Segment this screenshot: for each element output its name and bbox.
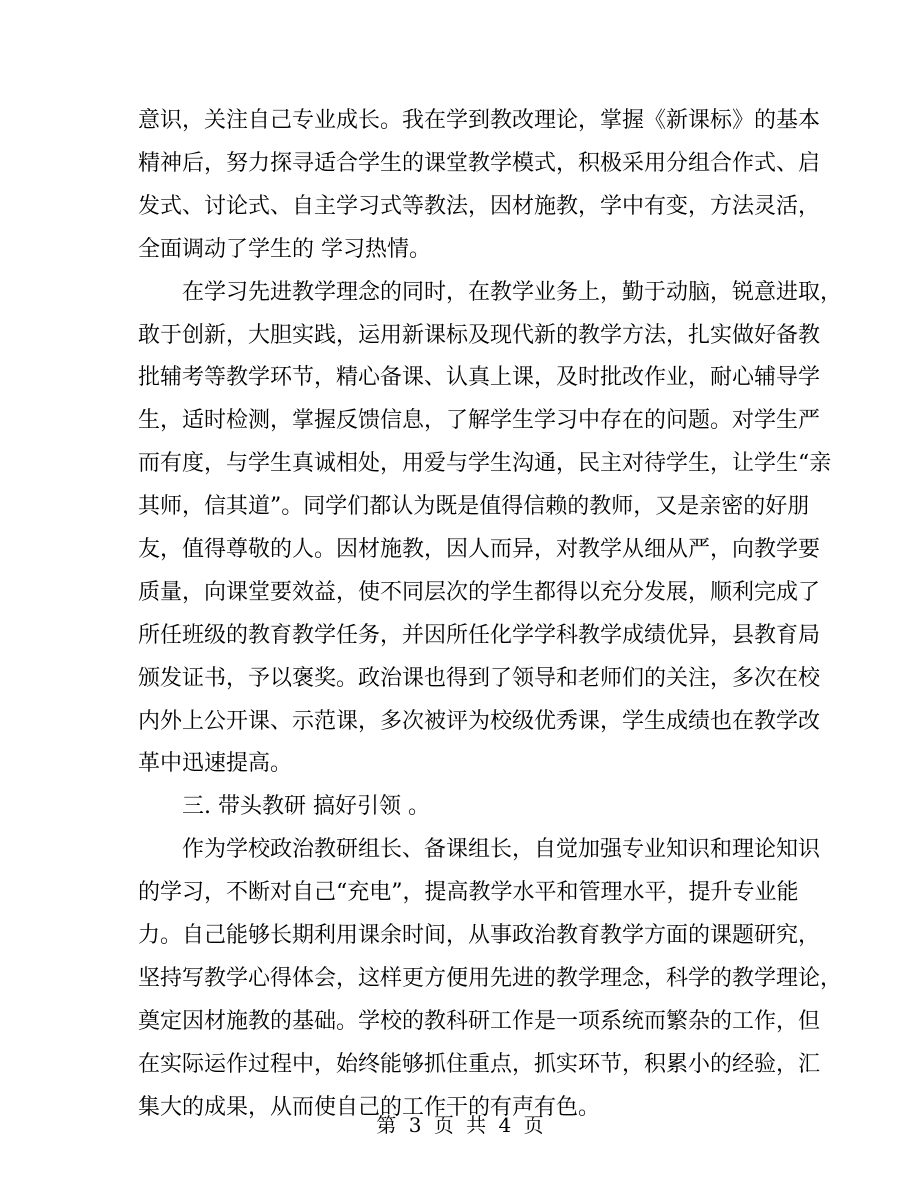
body-text-line: 革中迅速提高。 xyxy=(138,751,293,776)
body-text-line: 坚持写教学心得体会，这样更方便用先进的教学理念，科学的教学理论， xyxy=(138,966,843,991)
body-text-line: 作为学校政治教研组长、备课组长，自觉加强专业知识和理论知识 xyxy=(182,837,821,862)
section-heading: 三. 带头教研 搞好引领 。 xyxy=(182,794,430,819)
body-text-line: 其师，信其道”。同学们都认为既是值得信赖的教师，又是亲密的好朋 xyxy=(138,494,810,519)
body-text-line: 精神后，努力探寻适合学生的课堂教学模式，积极采用分组合作式、启 xyxy=(138,151,821,176)
body-text-line: 发式、讨论式、自主学习式等教法，因材施教，学中有变，方法灵活， xyxy=(138,194,821,219)
body-text-line: 的学习，不断对自己“充电”，提高教学水平和管理水平，提升专业能 xyxy=(138,880,799,905)
body-text-line: 质量，向课堂要效益，使不同层次的学生都得以充分发展，顺利完成了 xyxy=(138,580,821,605)
page-footer: 第 3 页 共 4 页 xyxy=(376,1113,544,1137)
body-text-line: 力。自己能够长期利用课余时间，从事政治教育教学方面的课题研究， xyxy=(138,923,821,948)
body-text-line: 生，适时检测，掌握反馈信息，了解学生学习中存在的问题。对学生严 xyxy=(138,408,821,433)
body-text-line: 内外上公开课、示范课，多次被评为校级优秀课，学生成绩也在教学改 xyxy=(138,709,821,734)
body-text-line: 而有度，与学生真诚相处，用爱与学生沟通，民主对待学生，让学生“亲 xyxy=(138,451,832,476)
body-text-line: 友，值得尊敬的人。因材施教，因人而异，对教学从细从严，向教学要 xyxy=(138,537,821,562)
body-text-line: 颁发证书，予以褒奖。政治课也得到了领导和老师们的关注，多次在校 xyxy=(138,666,821,691)
body-text-line: 意识，关注自己专业成长。我在学到教改理论，掌握《新课标》的基本 xyxy=(138,108,821,133)
body-text-line: 集大的成果，从而使自己的工作干的有声有色。 xyxy=(138,1095,601,1120)
body-text-line: 敢于创新，大胆实践，运用新课标及现代新的教学方法，扎实做好备教 xyxy=(138,323,821,348)
body-text-line: 在学习先进教学理念的同时，在教学业务上，勤于动脑，锐意进取， xyxy=(182,280,843,305)
body-text-line: 全面调动了学生的 学习热情。 xyxy=(138,237,431,262)
body-text-line: 在实际运作过程中，始终能够抓住重点，抓实环节，积累小的经验，汇 xyxy=(138,1052,821,1077)
body-text-line: 批辅考等教学环节，精心备课、认真上课，及时批改作业，耐心辅导学 xyxy=(138,365,821,390)
body-text-line: 奠定因材施教的基础。学校的教科研工作是一项系统而繁杂的工作，但 xyxy=(138,1009,821,1034)
body-text-line: 所任班级的教育教学任务，并因所任化学学科教学成绩优异，县教育局 xyxy=(138,623,821,648)
